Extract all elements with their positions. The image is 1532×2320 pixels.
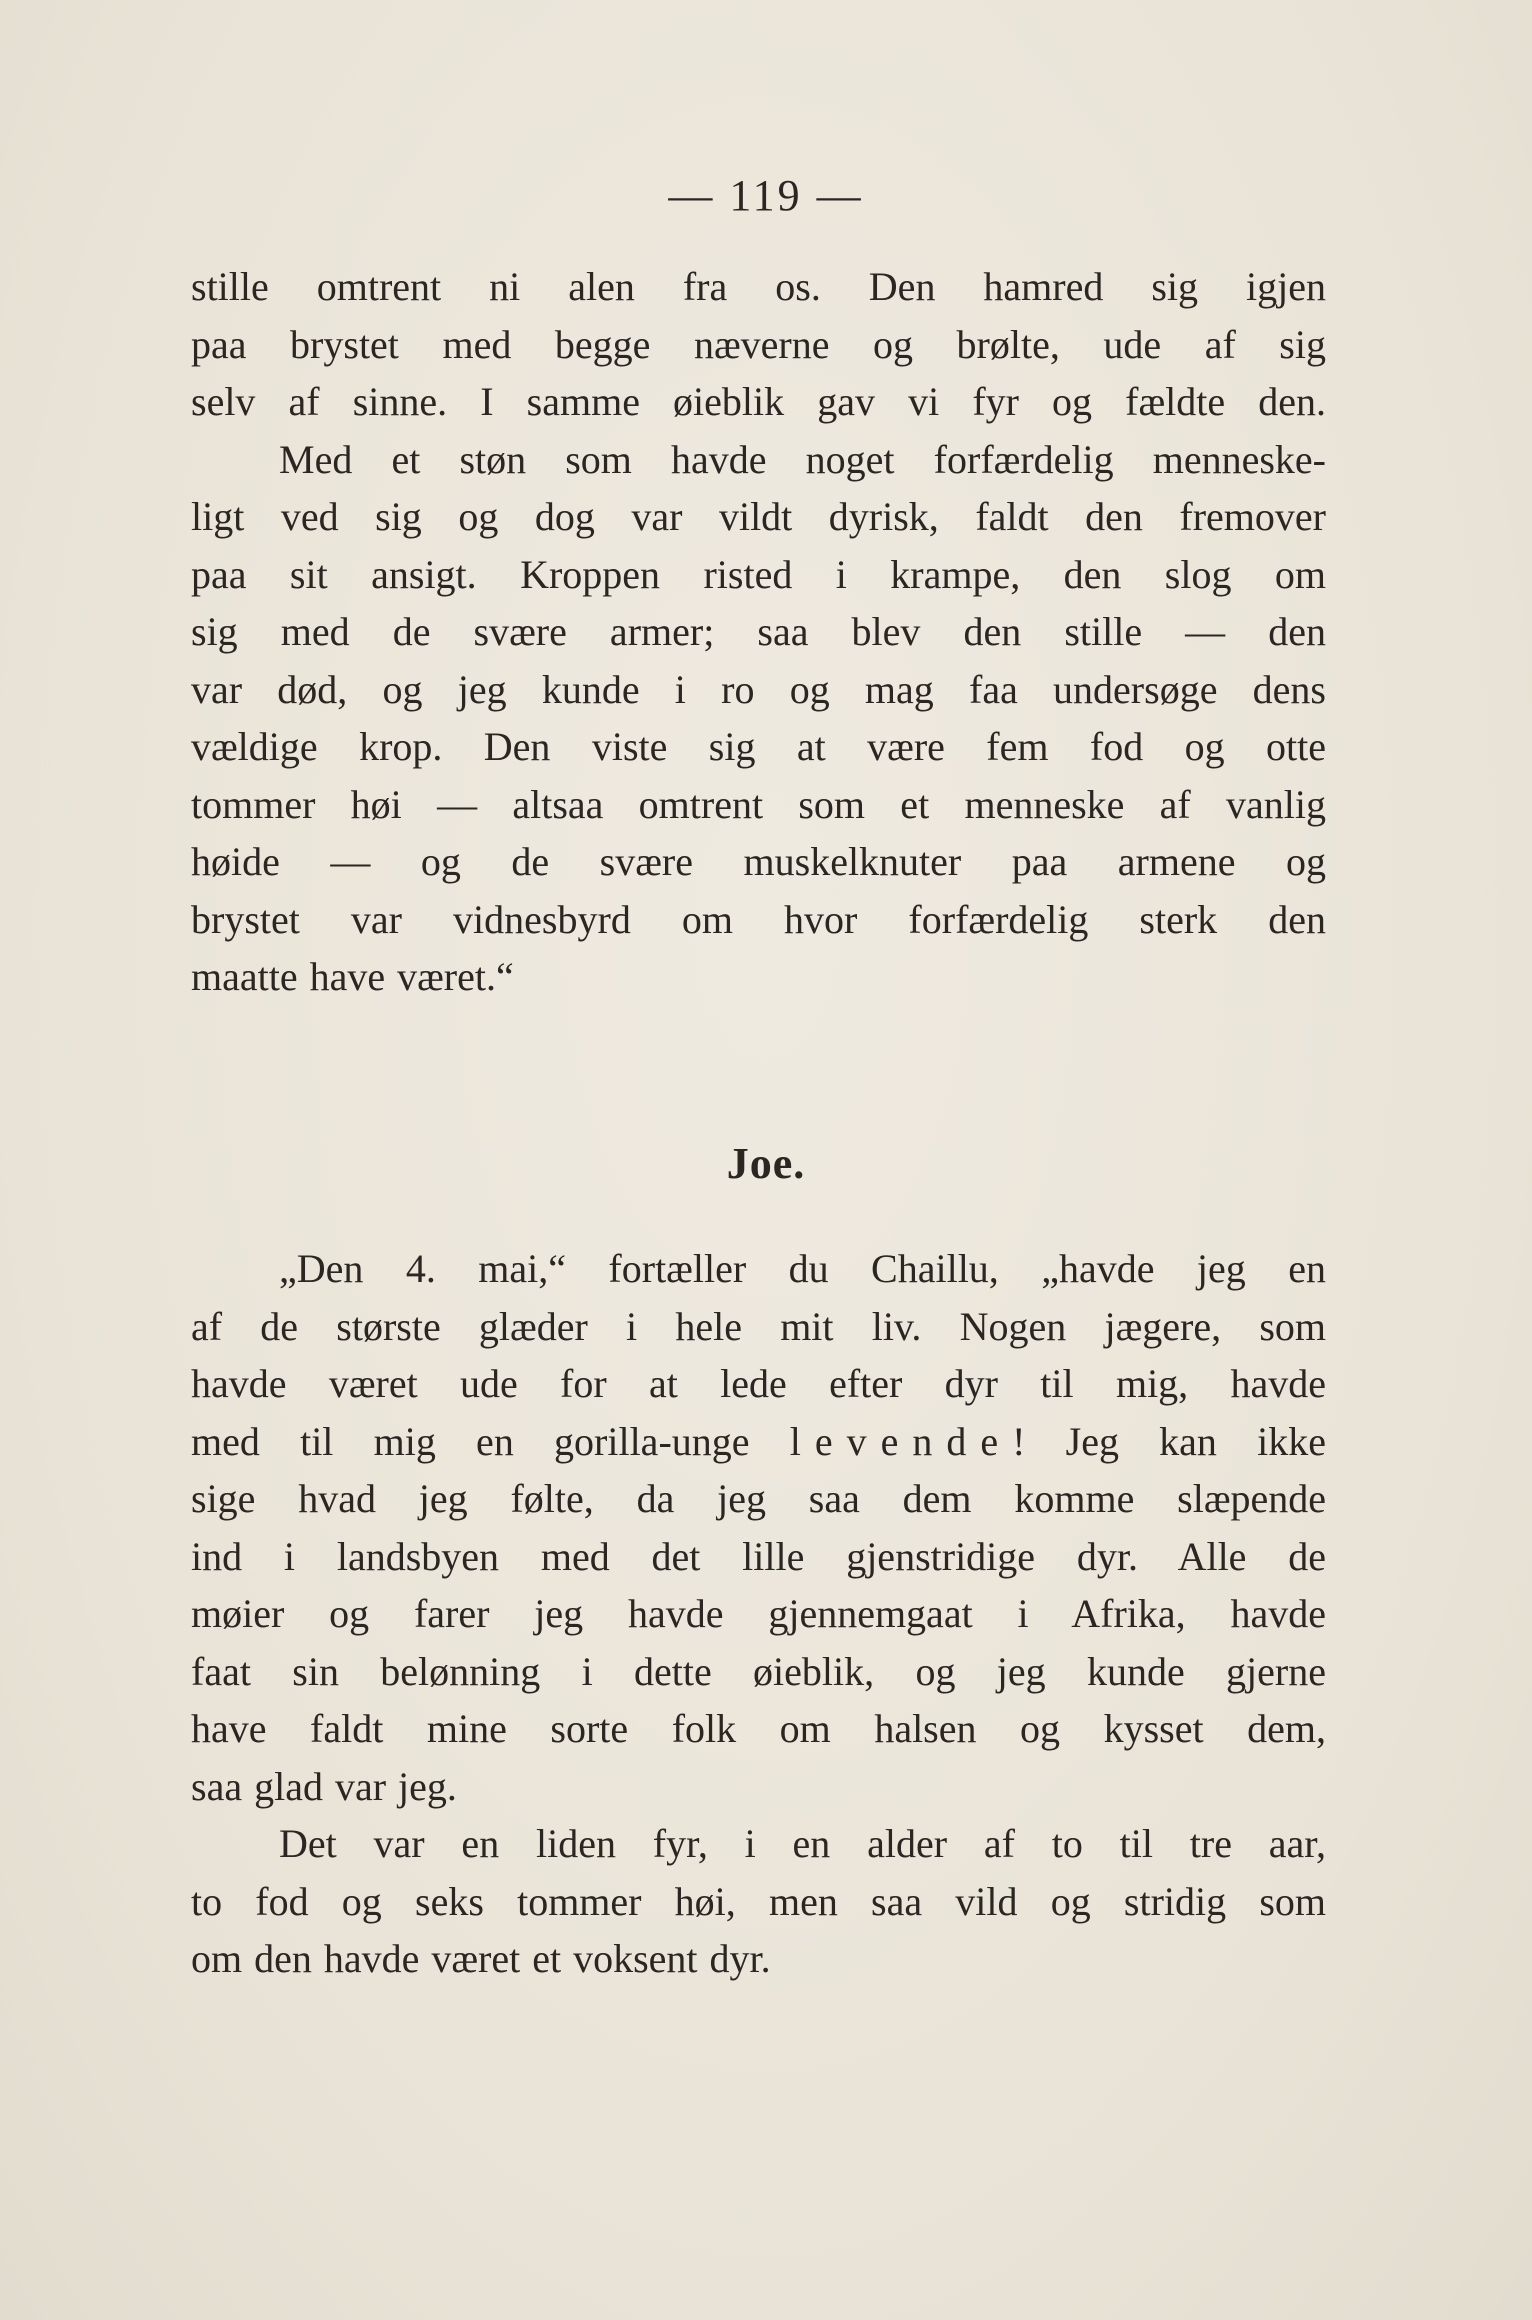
text-line: have faldt mine sorte folk om halsen og kysset dem, bbox=[191, 1706, 1326, 1751]
text-line: havde været ude for at lede efter dyr til mig, havde bbox=[191, 1361, 1326, 1406]
text-line: „Den 4. mai,“ fortæller du Chaillu, „havde jeg en bbox=[279, 1246, 1326, 1291]
text-line: brystet var vidnesbyrd om hvor forfærdelig sterk den bbox=[191, 896, 1326, 942]
emphasized-word: levende bbox=[789, 1418, 1013, 1464]
text-line: tommer høi — altsaa omtrent som et menneske af vanlig bbox=[191, 781, 1326, 827]
text-line: faat sin belønning i dette øieblik, og jeg kunde gjerne bbox=[191, 1648, 1326, 1694]
text-line: ind i landsbyen med det lille gjenstridige dyr. Alle de bbox=[191, 1533, 1326, 1579]
text-line: maatte have været.“ bbox=[191, 954, 514, 999]
text-line: ligt ved sig og dog var vildt dyrisk, faldt den fremover bbox=[191, 494, 1326, 539]
paragraph-2 bbox=[191, 1240, 1326, 1988]
text-line: saa glad var jeg. bbox=[191, 1763, 457, 1809]
text-line: selv af sinne. I samme øieblik gav vi fyr og fældte den. bbox=[191, 379, 1326, 424]
text-line: paa sit ansigt. Kroppen risted i krampe, den slog om bbox=[191, 551, 1326, 597]
paragraph-1 bbox=[191, 258, 1326, 1006]
section-heading: Joe. bbox=[726, 1139, 806, 1188]
text-line: var død, og jeg kunde i ro og mag faa undersøge dens bbox=[191, 666, 1326, 712]
text-line: om den havde været et voksent dyr. bbox=[191, 1936, 771, 1981]
text-line: høide — og de svære muskelknuter paa armene og bbox=[191, 839, 1326, 884]
text-line: sige hvad jeg følte, da jeg saa dem komme slæpende bbox=[191, 1476, 1326, 1521]
text-line: Med et støn som havde noget forfærdelig menneske- bbox=[279, 436, 1326, 482]
text-segment: ! Jeg kan ikke bbox=[1012, 1418, 1326, 1464]
text-line bbox=[191, 1413, 1326, 1471]
text-line: sig med de svære armer; saa blev den stille — den bbox=[191, 609, 1326, 654]
text-line: Det var en liden fyr, i en alder af to til tre aar, bbox=[279, 1821, 1326, 1866]
text-line: vældige krop. Den viste sig at være fem fod og otte bbox=[191, 724, 1326, 769]
text-line: møier og farer jeg havde gjennemgaat i Afrika, havde bbox=[191, 1591, 1326, 1636]
text-line: paa brystet med begge næverne og brølte, ude af sig bbox=[191, 321, 1326, 367]
page-number-header: — 119 — bbox=[668, 171, 864, 220]
text-segment: med til mig en gorilla-unge bbox=[191, 1418, 790, 1464]
text-line: af de største glæder i hele mit liv. Nogen jægere, som bbox=[191, 1303, 1326, 1349]
text-line: stille omtrent ni alen fra os. Den hamred sig igjen bbox=[191, 264, 1326, 309]
text-line: to fod og seks tommer høi, men saa vild og stridig som bbox=[191, 1878, 1326, 1924]
